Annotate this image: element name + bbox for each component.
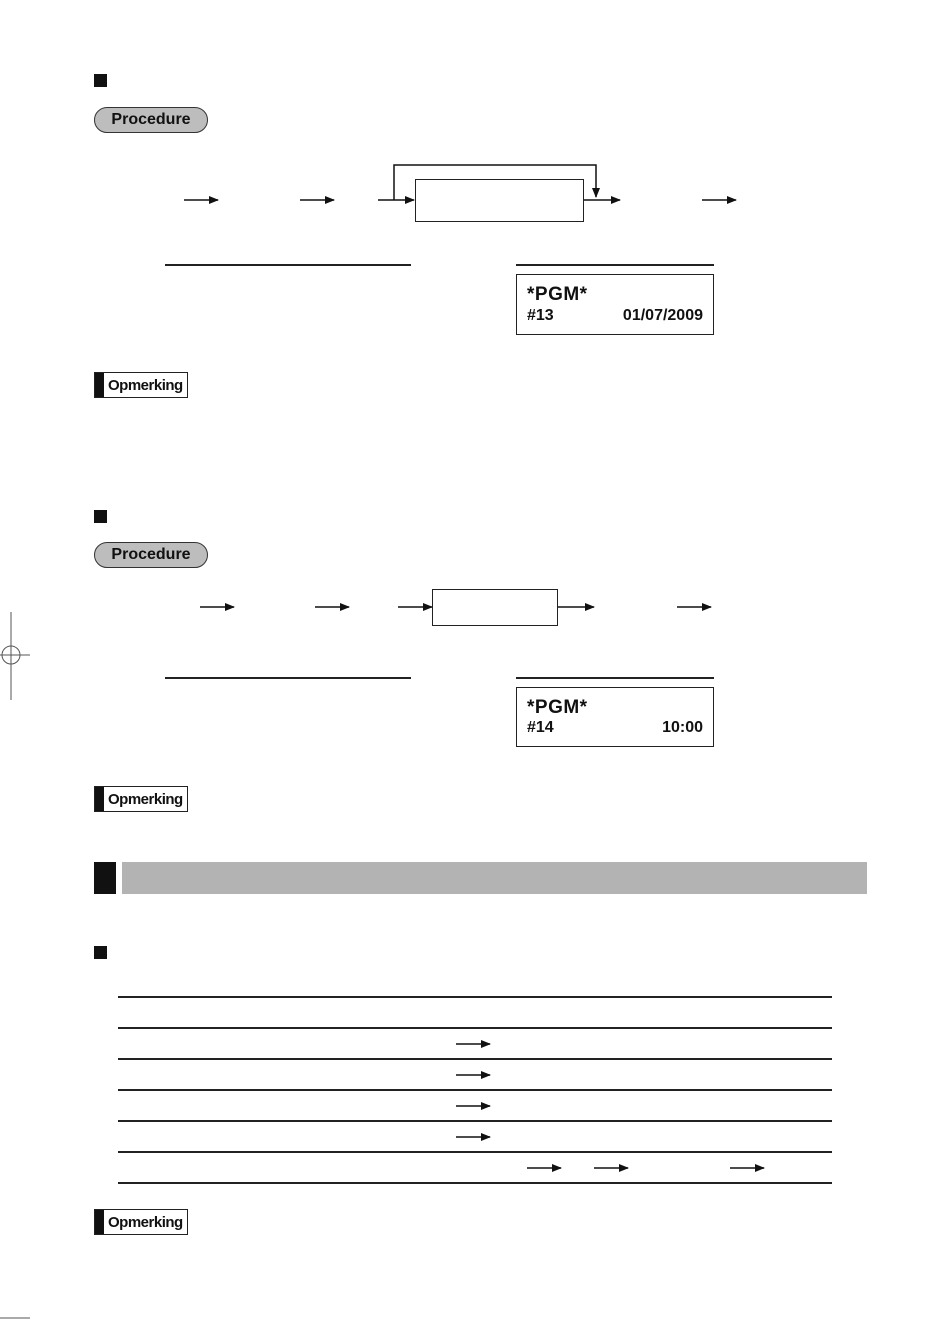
table-rule (118, 1182, 832, 1184)
note-bar (95, 373, 104, 397)
procedure-label: Procedure (111, 111, 191, 128)
procedure-label: Procedure (111, 546, 191, 563)
note-label: Opmerking (108, 790, 183, 808)
section-marker-3 (94, 946, 107, 959)
table-rule (118, 1089, 832, 1091)
receipt-display-1 (516, 274, 714, 335)
display-job-number: #14 (527, 719, 554, 736)
section-number-block (94, 862, 116, 894)
section-marker-2 (94, 510, 107, 523)
table-rule (118, 996, 832, 998)
table-rule (118, 1120, 832, 1122)
repeat-key-box (415, 179, 584, 222)
display-mode: *PGM* (527, 284, 588, 305)
receipt-display-2 (516, 687, 714, 747)
display-job-number: #13 (527, 307, 554, 324)
display-time: 10:00 (662, 719, 703, 736)
display-mode: *PGM* (527, 697, 588, 718)
note-badge-3 (94, 1209, 188, 1235)
left-divider-1 (165, 264, 411, 266)
table-rule (118, 1058, 832, 1060)
key-box (432, 589, 558, 626)
note-badge-2 (94, 786, 188, 812)
note-label: Opmerking (108, 376, 183, 394)
procedure-badge-2 (94, 542, 208, 568)
display-date: 01/07/2009 (622, 307, 703, 324)
display-top-rule-1 (516, 264, 714, 266)
section-title-bar (122, 862, 867, 894)
note-bar (95, 787, 104, 811)
table-rule (118, 1151, 832, 1153)
note-bar (95, 1210, 104, 1234)
note-badge-1 (94, 372, 188, 398)
table-rule (118, 1027, 832, 1029)
display-top-rule-2 (516, 677, 714, 679)
left-divider-2 (165, 677, 411, 679)
note-label: Opmerking (108, 1213, 183, 1231)
